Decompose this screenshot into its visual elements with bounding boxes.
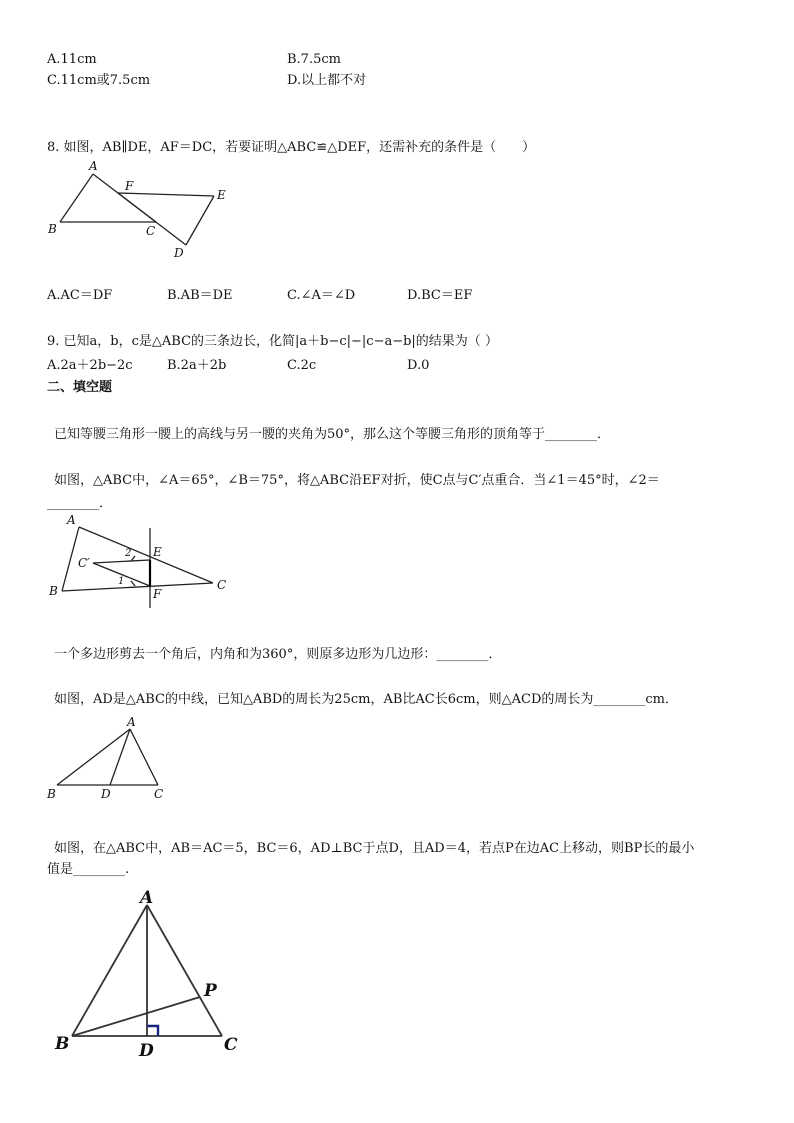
q8-option-d: D.BC＝EF — [407, 288, 473, 303]
q8-label-a: A — [89, 159, 98, 173]
q8-label-e: E — [217, 188, 226, 202]
fill2-label-c: C — [217, 578, 227, 592]
q7-option-b: B.7.5cm — [287, 52, 341, 67]
fill5-label-c: C — [224, 1035, 238, 1055]
q8-stem: 8. 如图，AB∥DE，AF＝DC，若要证明△ABC≌△DEF，还需补充的条件是（ ） — [47, 140, 536, 155]
fill2-text-line1: 如图，△ABC中，∠A＝65°，∠B＝75°，将△ABC沿EF对折，使C点与C′点重合．当∠1＝45°时，∠2＝ — [54, 473, 660, 488]
right-angle-mark — [147, 1026, 158, 1036]
q9-option-a: A.2a＋2b−2c — [47, 358, 133, 373]
fill5-text-line2: 值是________. — [47, 862, 130, 877]
fill1-text: 已知等腰三角形一腰上的高线与另一腰的夹角为50°，那么这个等腰三角形的顶角等于________． — [54, 427, 611, 442]
q8-label-c: C — [146, 224, 156, 238]
fill5-label-b: B — [55, 1034, 70, 1054]
q8-label-b: B — [48, 222, 57, 236]
fill2-label-c-prime: C′ — [78, 556, 90, 570]
q7-option-d: D.以上都不对 — [287, 73, 367, 88]
fill5-label-d: D — [139, 1041, 154, 1061]
q9-option-d: D.0 — [407, 358, 430, 373]
fill4-label-d: D — [101, 787, 111, 801]
q8-option-b: B.AB＝DE — [167, 288, 233, 303]
fill4-label-a: A — [127, 715, 136, 729]
q9-option-c: C.2c — [287, 358, 317, 373]
fill4-text: 如图，AD是△ABC的中线，已知△ABD的周长为25cm，AB比AC长6cm，则△ACD的周长为________cm． — [54, 692, 678, 707]
fill5-label-p: P — [204, 981, 217, 1001]
fill5-text-line1: 如图，在△ABC中，AB＝AC＝5，BC＝6，AD⊥BC于点D，且AD＝4，若点P在边AC上移动，则BP长的最小 — [54, 841, 695, 856]
fill2-label-f: F — [153, 587, 162, 601]
fill3-text: 一个多边形剪去一个角后，内角和为360°，则原多边形为几边形：________． — [54, 647, 502, 662]
q7-option-c: C.11cm或7.5cm — [47, 73, 151, 88]
q9-stem: 9. 已知a，b，c是△ABC的三条边长，化简|a＋b−c|−|c−a−b|的结果为（ ） — [47, 334, 498, 349]
fill2-label-1: 1 — [118, 576, 125, 587]
fill2-label-b: B — [49, 584, 58, 598]
fill2-label-e: E — [153, 545, 162, 559]
fill2-text-line2: ________． — [47, 496, 113, 511]
q8-label-f: F — [125, 179, 134, 193]
fill5-label-a: A — [140, 888, 154, 908]
q7-option-a: A.11cm — [47, 52, 97, 67]
fill4-label-b: B — [47, 787, 56, 801]
q8-option-a: A.AC＝DF — [47, 288, 113, 303]
q9-option-b: B.2a＋2b — [167, 358, 227, 373]
fill4-label-c: C — [154, 787, 164, 801]
q8-option-c: C.∠A＝∠D — [287, 288, 356, 303]
q8-label-d: D — [174, 246, 184, 260]
fill2-label-2: 2 — [125, 548, 132, 559]
fill2-label-a: A — [67, 513, 76, 527]
section-title-fill-in: 二、填空题 — [47, 380, 113, 395]
